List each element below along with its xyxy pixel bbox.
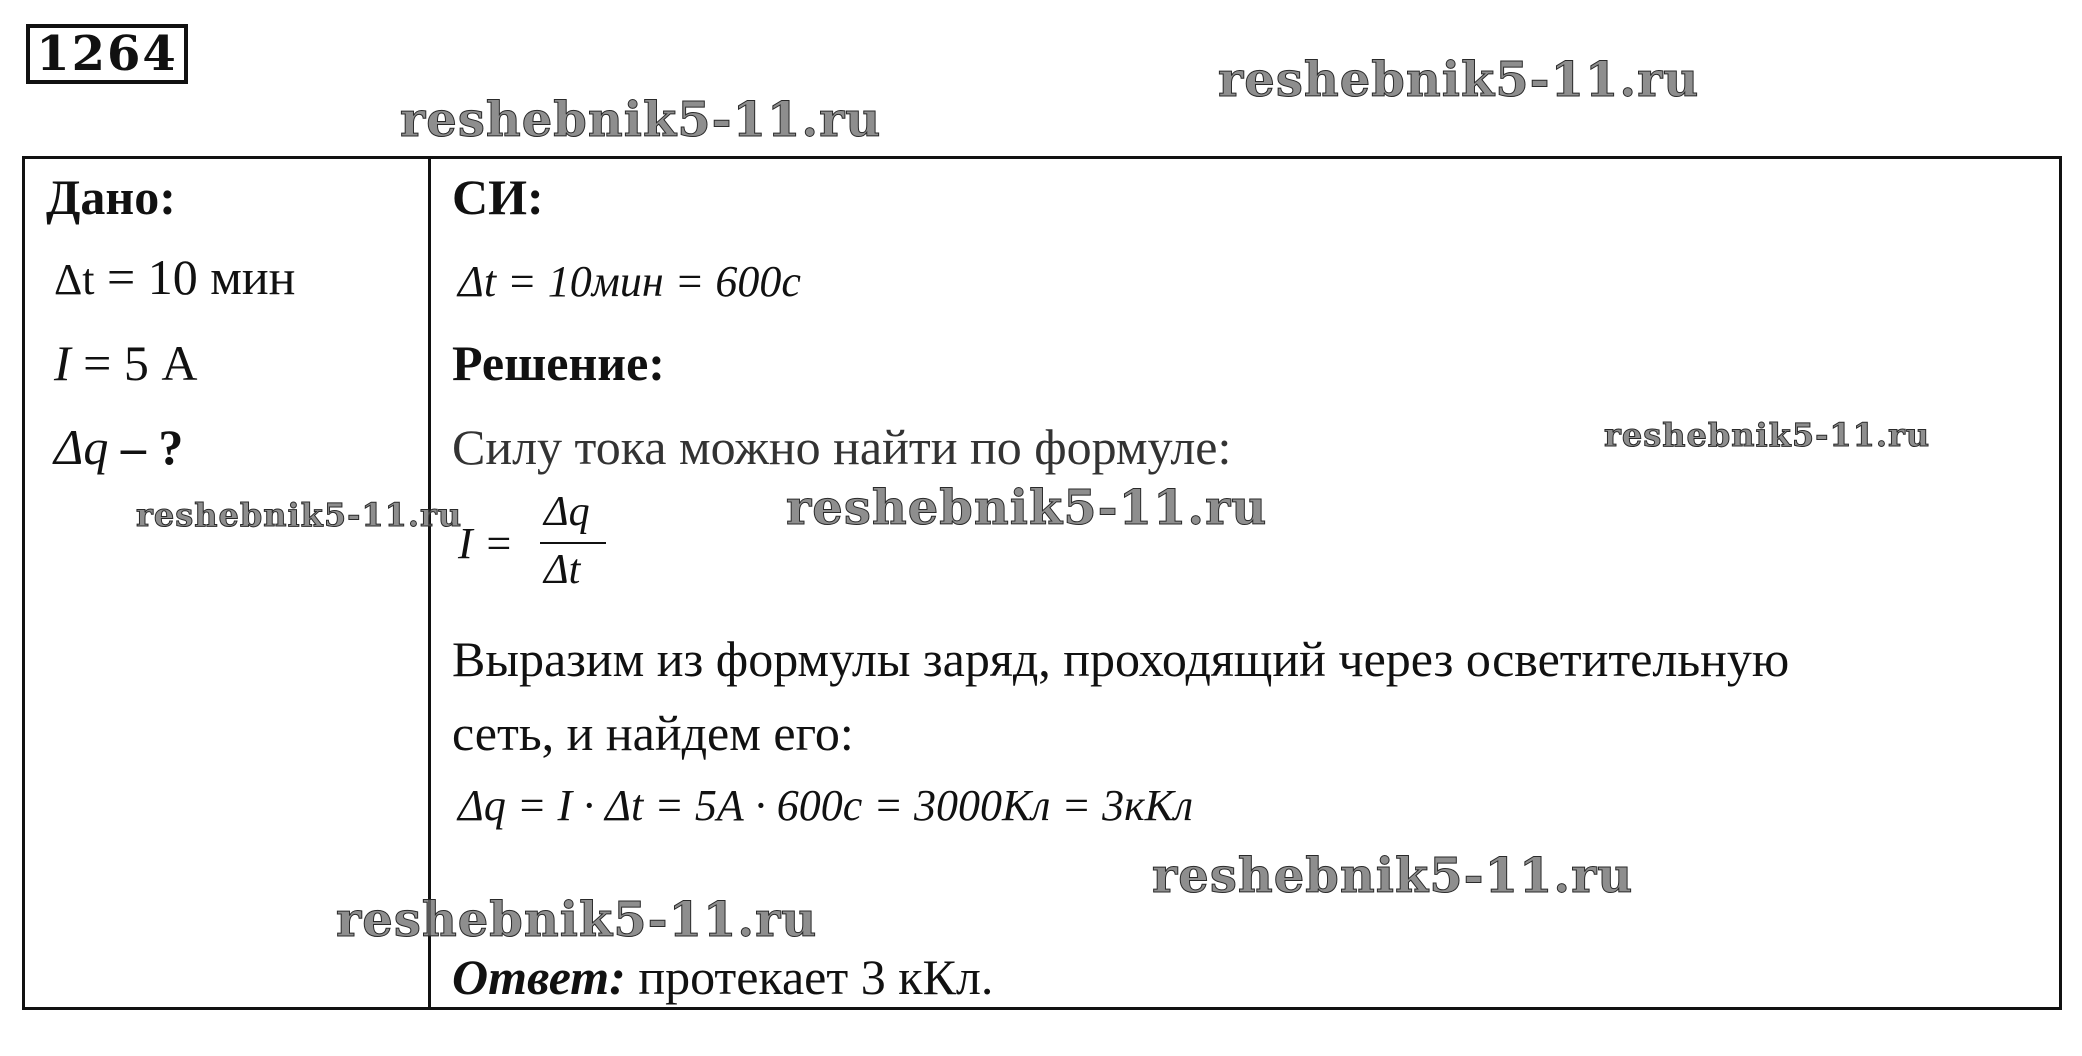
given-time-symbol: Δt	[54, 255, 95, 304]
fraction-denominator: Δt	[544, 547, 581, 593]
given-unknown	[54, 418, 183, 476]
given-time	[54, 248, 295, 306]
si-header: СИ:	[452, 169, 544, 225]
given-current-symbol: I	[54, 335, 71, 391]
fraction-bar	[540, 542, 606, 544]
column-divider	[428, 156, 431, 1010]
solution-text-1: Силу тока можно найти по формуле:	[452, 419, 1232, 475]
given-current	[54, 334, 197, 392]
answer-text: протекает 3 кКл.	[625, 949, 994, 1005]
solution-table	[22, 156, 2062, 1010]
si-formula: Δt = 10мин = 600с	[458, 257, 801, 306]
given-header: Дано:	[46, 169, 176, 225]
problem-number: 1264	[26, 24, 188, 84]
given-unknown-symbol: Δq	[54, 419, 109, 475]
watermark: reshebnik5-11.ru	[786, 480, 1268, 536]
given-current-value: = 5 А	[70, 335, 198, 391]
given-unknown-mark: – ?	[108, 419, 184, 475]
watermark: reshebnik5-11.ru	[1218, 52, 1700, 108]
solution-formula-2: Δq = I · Δt = 5А · 600с = 3000Кл = 3кКл	[458, 781, 1194, 830]
watermark: reshebnik5-11.ru	[1152, 848, 1634, 904]
solution-text-2a: Выразим из формулы заряд, проходящий через осветительную	[452, 631, 1790, 687]
solution-header: Решение:	[452, 335, 665, 391]
fraction-numerator: Δq	[544, 489, 590, 535]
watermark: reshebnik5-11.ru	[1604, 416, 1931, 454]
solution-text-2b: сеть, и найдем его:	[452, 705, 854, 761]
watermark: reshebnik5-11.ru	[336, 892, 818, 948]
given-time-value: = 10 мин	[94, 249, 296, 305]
answer-label: Ответ:	[452, 949, 626, 1005]
answer	[452, 948, 993, 1006]
watermark: reshebnik5-11.ru	[400, 92, 882, 148]
formula-lhs: I =	[458, 519, 514, 568]
fraction	[540, 488, 610, 598]
watermark: reshebnik5-11.ru	[136, 496, 463, 534]
